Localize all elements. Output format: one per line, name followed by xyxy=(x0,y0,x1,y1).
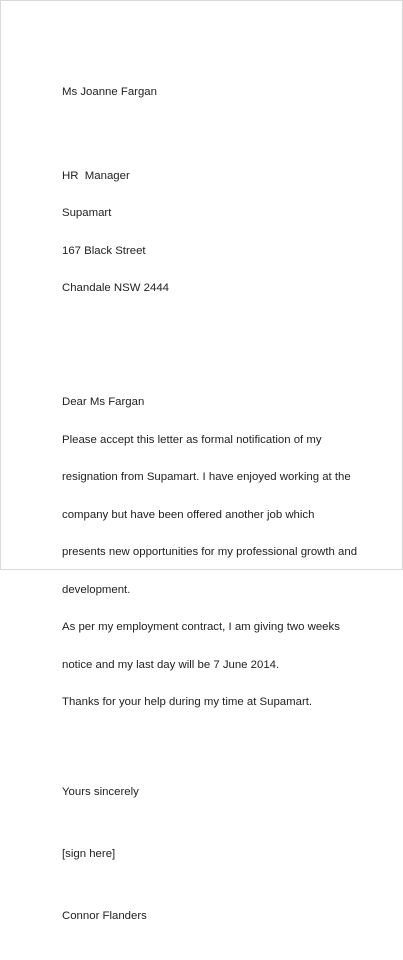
salutation: Dear Ms Fargan xyxy=(62,396,145,408)
address-line: Chandale NSW 2444 xyxy=(62,282,170,294)
sender-name: Connor Flanders xyxy=(62,910,147,922)
signature-placeholder: [sign here] xyxy=(62,848,116,860)
recipient-name: Ms Joanne Fargan xyxy=(62,85,157,98)
body-line: Please accept this letter as formal notification of my xyxy=(62,433,322,446)
closing: Yours sincerely xyxy=(62,786,139,798)
address-line: HR Manager xyxy=(62,169,130,182)
body-line: As per my employment contract, I am giving two weeks xyxy=(62,621,340,633)
resignation-letter xyxy=(62,48,362,960)
body-line: notice and my last day will be 7 June 2014. xyxy=(62,658,280,671)
body-line: presents new opportunities for my professional growth and xyxy=(62,546,358,558)
body-line: company but have been offered another job which xyxy=(62,508,315,521)
body-line: resignation from Supamart. I have enjoyed working at the xyxy=(62,471,351,483)
address-line: Supamart xyxy=(62,207,112,219)
letter-body-section xyxy=(62,371,362,734)
recipient-address xyxy=(62,145,362,320)
body-line: Thanks for your help during my time at Supamart. xyxy=(62,696,313,708)
body-line: development. xyxy=(62,583,131,596)
address-line: 167 Black Street xyxy=(62,244,146,257)
